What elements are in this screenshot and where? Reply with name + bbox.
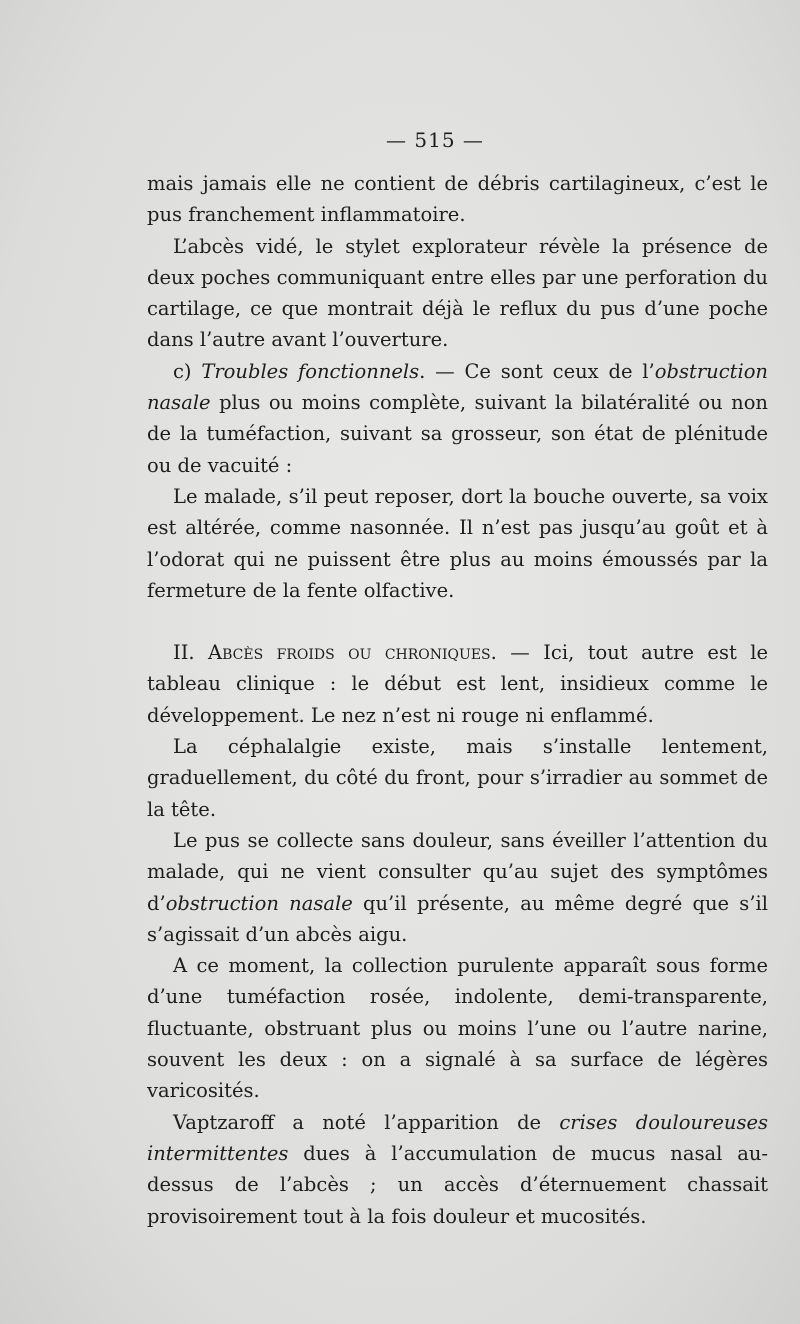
italic-run: crises douloureuses intermittentes (147, 1110, 768, 1165)
italic-run: obstruction nasale (165, 891, 353, 915)
text-run: qu’il présente, au même degré que s’il s’agissait d’un abcès aigu. (147, 891, 768, 946)
text-run: mais jamais elle ne contient de débris cartilagineux, c’est le pus franchement inflammatoire. (147, 172, 768, 227)
paragraph (147, 950, 768, 1106)
text-run: II. (173, 641, 209, 665)
section-heading: Abcès froids ou chroniques (208, 641, 491, 665)
text-run: . — Ce sont ceux de l’ (419, 359, 655, 383)
text-run: La céphalalgie existe, mais s’installe lentement, graduellement, du côté du front, pour s’irradier au sommet de la tête. (147, 735, 768, 821)
paragraph (147, 481, 768, 606)
text-run: plus ou moins complète, suivant la bilatéralité ou non de la tuméfaction, suivant sa grosseur, son état de plénitude ou de vacuité : (147, 391, 768, 477)
italic-run: obstruction nasale (147, 359, 768, 415)
text-run: Le malade, s’il peut reposer, dort la bouche ouverte, sa voix est altérée, comme nasonnée. Il n’est pas jusqu’au goût et à l’odorat qui ne puissent être plus au moins émoussés par la fermeture de la fente olfactive. (147, 484, 768, 602)
text-run: A ce moment, la collection purulente apparaît sous forme d’une tuméfaction rosée, indolente, demi-transparente, fluctuante, obstruant plus ou moins l’une ou l’autre narine, souvent les deux : on a signalé à sa surface de légères varicosités. (147, 954, 768, 1103)
paragraph (147, 356, 768, 481)
text-run: dues à l’accumulation de mucus nasal au-dessus de l’abcès ; un accès d’éternuement chassait provisoirement tout à la fois douleur et mucosités. (147, 1141, 768, 1228)
body-text (147, 168, 768, 1232)
text-run: L’abcès vidé, le stylet explorateur révèle la présence de deux poches communiquant entre elles par une perforation du cartilage, ce que montrait déjà le reflux du pus d’une poche dans l’autre avant l’ouverture. (147, 234, 768, 352)
paragraph (147, 168, 768, 231)
text-run: c) (173, 359, 202, 383)
italic-run: Troubles fonctionnels (201, 359, 420, 383)
section-heading-paragraph (147, 637, 768, 731)
paragraph (147, 231, 768, 356)
text-run: Le pus se collecte sans douleur, sans éveiller l’attention du malade, qui ne vient consulter qu’au sujet des symptômes d’ (147, 828, 768, 915)
paragraph (147, 1107, 768, 1232)
paragraph (147, 731, 768, 825)
paragraph (147, 825, 768, 950)
text-run: Vaptzaroff a noté l’apparition de (173, 1110, 560, 1134)
page-number: — 515 — (386, 128, 484, 152)
text-run: . — Ici, tout autre est le tableau clinique : le début est lent, insidieux comme le développement. Le nez n’est ni rouge ni enflammé. (147, 641, 768, 727)
